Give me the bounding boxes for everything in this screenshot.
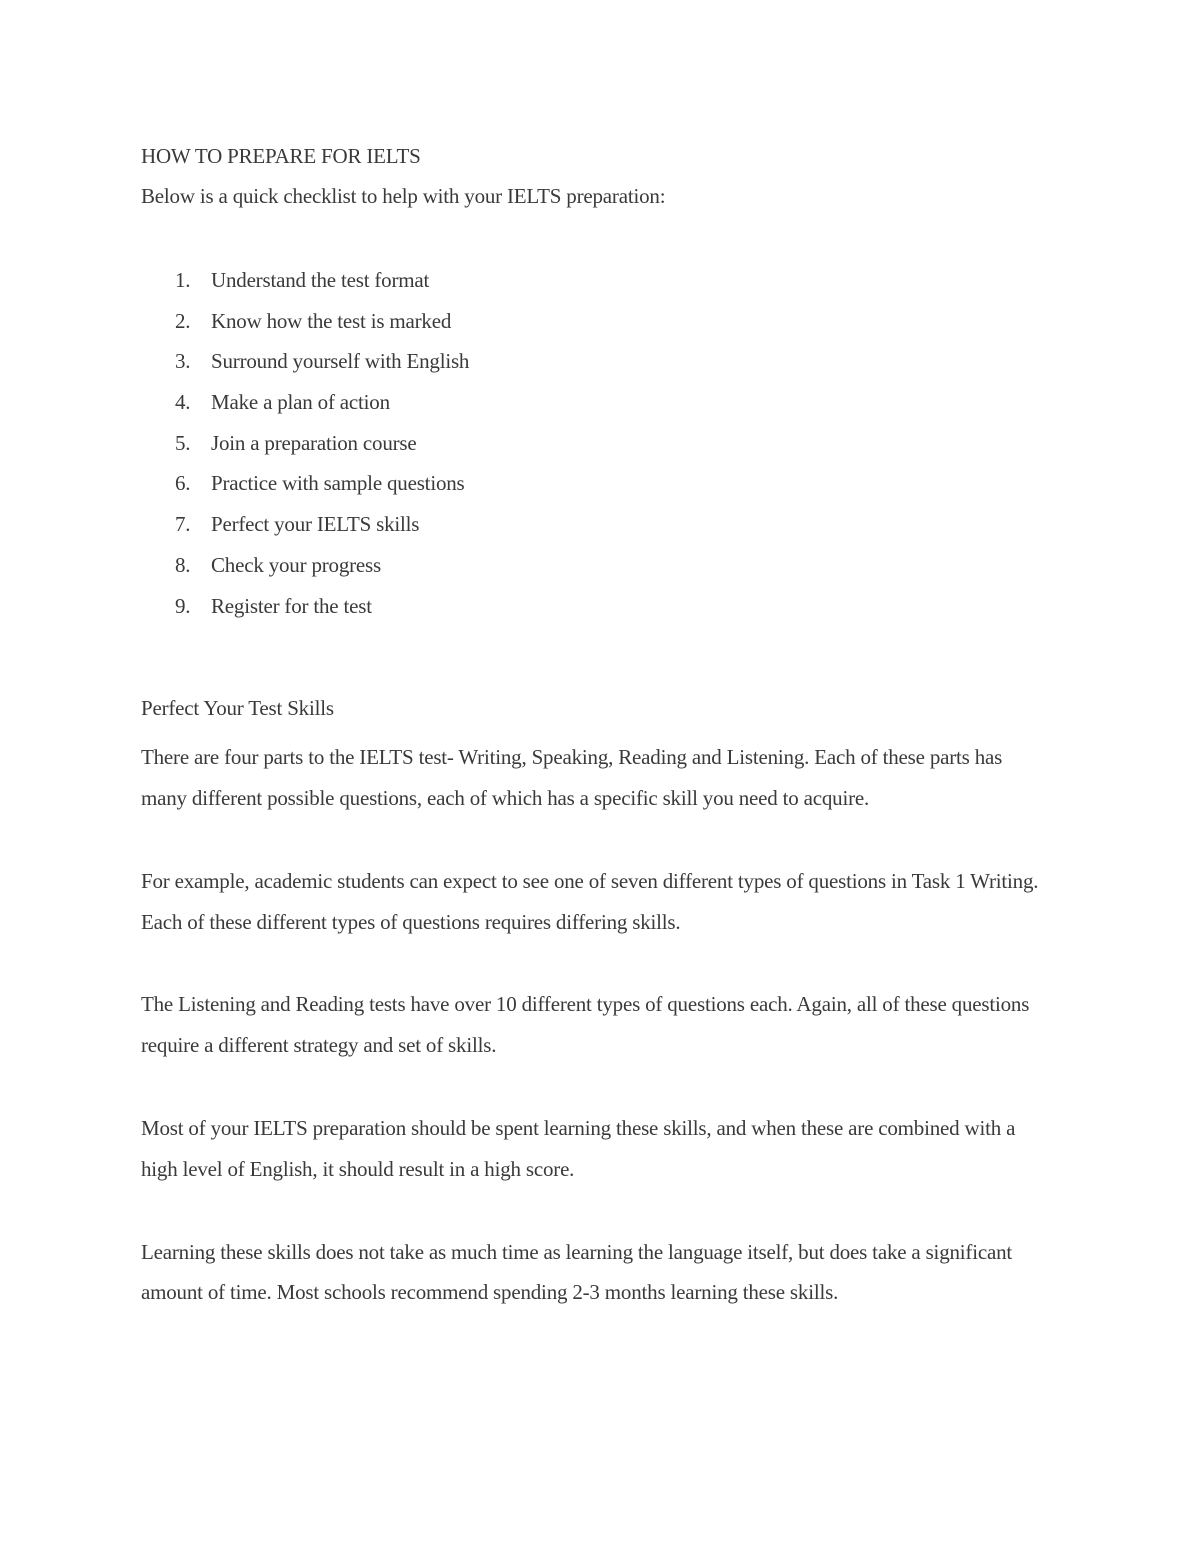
list-item-text: Practice with sample questions (211, 471, 465, 496)
list-item-number: 7. (175, 512, 191, 537)
list-item (141, 549, 1051, 590)
checklist (141, 264, 1051, 630)
list-item-number: 1. (175, 268, 191, 292)
list-item-text: Surround yourself with English (211, 349, 470, 374)
document-title: HOW TO PREPARE FOR IELTS (141, 144, 421, 168)
list-item-text: Join a preparation course (211, 430, 417, 455)
list-item-number: 3. (175, 349, 191, 374)
list-item-text: Check your progress (211, 552, 381, 577)
list-item (141, 386, 1051, 427)
list-item (141, 345, 1051, 386)
list-item (141, 305, 1051, 346)
list-item-text: Make a plan of action (211, 390, 390, 415)
list-item-number: 9. (175, 593, 191, 618)
list-item (141, 264, 1051, 305)
list-item-text: Register for the test (211, 593, 372, 618)
paragraph: Learning these skills does not take as much time as learning the language itself, but does take a significant amount of time. Most schools recommend spending 2-3 months learning these skills. (141, 1239, 1013, 1305)
list-item (141, 427, 1051, 468)
section-heading: Perfect Your Test Skills (141, 696, 334, 721)
list-item-number: 2. (175, 308, 191, 333)
list-item-number: 5. (175, 430, 191, 455)
paragraph: For example, academic students can expect to see one of seven different types of questions in Task 1 Writing. Each of these different types of questions requires differing skills. (141, 868, 1039, 934)
list-item-number: 6. (175, 471, 191, 496)
list-item-text: Know how the test is marked (211, 308, 452, 333)
list-item-text: Perfect your IELTS skills (211, 512, 420, 537)
paragraph: The Listening and Reading tests have over 10 different types of questions each. Again, all of these questions require a different strategy and set of skills. (141, 992, 1030, 1058)
list-item (141, 508, 1051, 549)
list-item-number: 8. (175, 552, 191, 577)
list-item-text: Understand the test format (211, 268, 430, 292)
document-page (141, 140, 1051, 1313)
intro-text: Below is a quick checklist to help with your IELTS preparation: (141, 184, 666, 208)
list-item-number: 4. (175, 390, 191, 415)
paragraph: Most of your IELTS preparation should be spent learning these skills, and when these are combined with a high level of English, it should result in a high score. (141, 1115, 1016, 1181)
list-item (141, 590, 1051, 631)
list-item (141, 467, 1051, 508)
paragraph: There are four parts to the IELTS test- Writing, Speaking, Reading and Listening. Each of these parts has many different possible questions, each of which has a specific skill you need to acquire. (141, 745, 1003, 810)
